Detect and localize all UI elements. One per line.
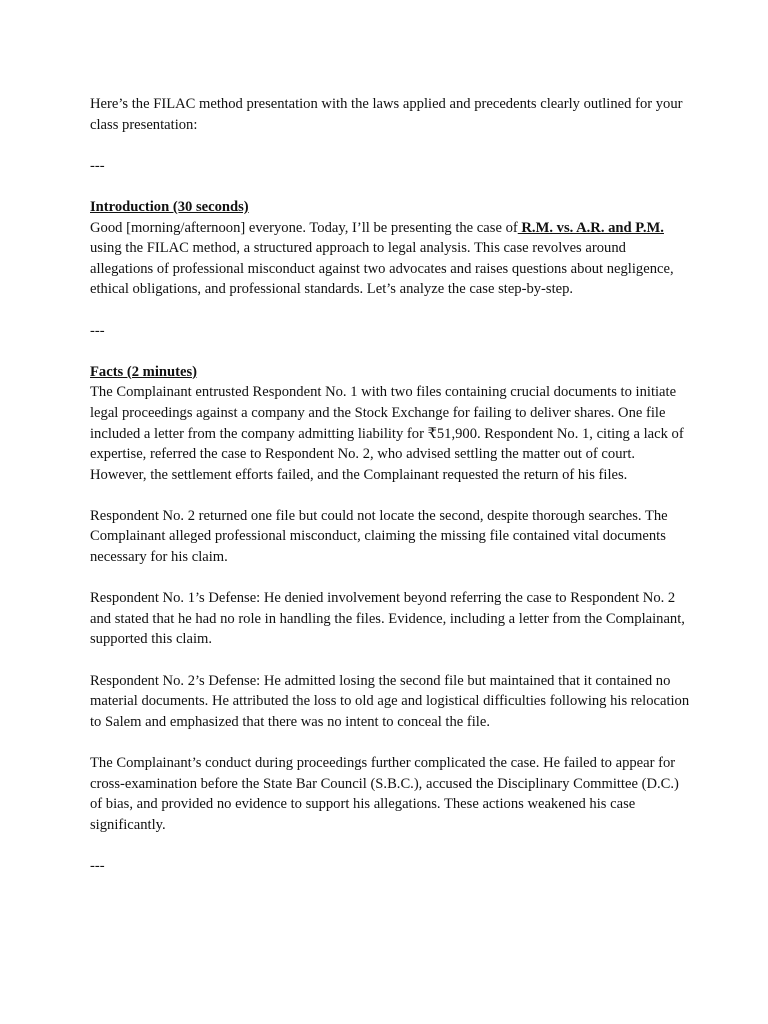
facts-paragraph-2: Respondent No. 2 returned one file but could not locate the second, despite thorough searches. The Complainant alleged professional misconduct, claiming the missing file contained vital documents necessary for his claim. bbox=[90, 507, 668, 566]
separator-3: --- bbox=[90, 857, 105, 874]
spacer bbox=[90, 176, 690, 197]
facts-paragraph-5: The Complainant’s conduct during proceedings further complicated the case. He failed to appear for cross-examination before the State Bar Council (S.B.C.), accused the Disciplinary Committee (D.C.) of bias, and provided no evidence to support his allegations. These actions weakened his case significantly. bbox=[90, 755, 679, 833]
introduction-text-start: Good [morning/afternoon] everyone. Today, I’ll be presenting the case of bbox=[90, 219, 518, 236]
document-body bbox=[90, 94, 690, 877]
introduction-paragraph bbox=[90, 218, 690, 300]
introduction-heading-text: Introduction (30 seconds) bbox=[90, 198, 249, 215]
facts-paragraph-1: The Complainant entrusted Respondent No. 1 with two files containing crucial documents to initiate legal proceedings against a company and the Stock Exchange for failing to deliver shares. One file included a letter from the company admitting liability for ₹51,900. Respondent No. 1, citing a lack of expertise, referred the case to Respondent No. 2, who advised settling the matter out of court. However, the settlement efforts failed, and the Complainant requested the return of his files. bbox=[90, 384, 684, 483]
spacer bbox=[90, 568, 690, 589]
case-name: R.M. vs. A.R. and P.M. bbox=[517, 219, 664, 236]
facts-heading-text: Facts (2 minutes) bbox=[90, 363, 198, 380]
facts-paragraph-3: Respondent No. 1’s Defense: He denied involvement beyond referring the case to Respondent No. 2 and stated that he had no role in handling the files. Evidence, including a letter from the Complainant, supported this claim. bbox=[90, 590, 685, 648]
spacer bbox=[90, 732, 690, 753]
spacer bbox=[90, 300, 690, 321]
intro-paragraph: Here’s the FILAC method presentation with the laws applied and precedents clearly outlined for your class presentation: bbox=[90, 96, 683, 133]
spacer bbox=[90, 835, 690, 856]
separator-1: --- bbox=[90, 157, 105, 174]
facts-paragraph-4: Respondent No. 2’s Defense: He admitted losing the second file but maintained that it contained no material documents. He attributed the loss to old age and logistical difficulties following his relocation to Salem and emphasized that there was no intent to conceal the file. bbox=[90, 672, 690, 730]
spacer bbox=[90, 341, 690, 362]
facts-heading bbox=[90, 362, 690, 383]
introduction-text-end: using the FILAC method, a structured approach to legal analysis. This case revolves around allegations of professional misconduct against two advocates and raises questions about negligence, ethical obligations, and professional standards. Let’s analyze the case step-by-step. bbox=[90, 240, 674, 298]
spacer bbox=[90, 650, 690, 671]
separator-2: --- bbox=[90, 322, 105, 339]
introduction-heading bbox=[90, 197, 690, 218]
spacer bbox=[90, 485, 690, 506]
spacer bbox=[90, 135, 690, 156]
